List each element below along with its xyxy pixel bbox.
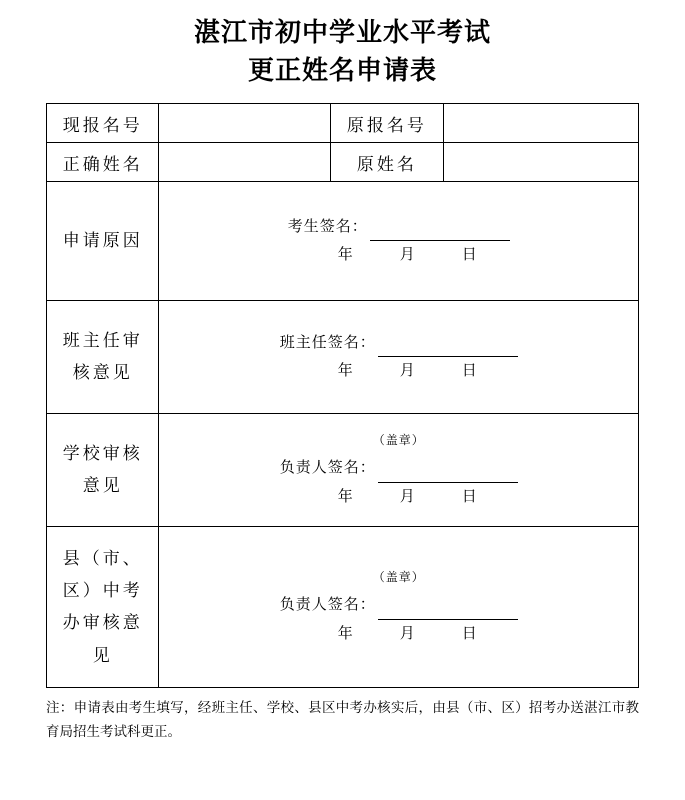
county-label-line-2: 区）中考 xyxy=(62,581,143,601)
school-content-cell[interactable] xyxy=(159,414,639,527)
county-sign-label: 负责人签名： xyxy=(279,597,376,614)
county-sign-row xyxy=(159,591,638,620)
page-title xyxy=(46,14,639,89)
teacher-label-line-1: 班主任审 xyxy=(62,331,143,351)
date-year-label: 年 xyxy=(337,363,354,380)
teacher-sign-label: 班主任签名： xyxy=(279,334,376,351)
school-sign-rule[interactable] xyxy=(378,467,518,483)
table-row-teacher xyxy=(47,301,639,414)
school-sign-row xyxy=(159,454,638,483)
county-signature-area xyxy=(159,566,638,648)
table-row-county xyxy=(47,527,639,688)
table-row-school xyxy=(47,414,639,527)
county-date-row xyxy=(159,620,638,649)
current-id-label: 现报名号 xyxy=(47,104,159,143)
date-year-label: 年 xyxy=(337,625,354,642)
table-row xyxy=(47,143,639,182)
student-sign-row xyxy=(159,213,638,242)
date-day-label: 日 xyxy=(461,363,478,380)
date-month-label: 月 xyxy=(399,247,416,264)
student-sign-rule[interactable] xyxy=(370,225,510,241)
footnote: 注：申请表由考生填写，经班主任、学校、县区中考办核实后，由县（市、区）招考办送湛江市教育局招生考试科更正。 xyxy=(46,700,639,739)
date-month-label: 月 xyxy=(399,625,416,642)
student-date-row xyxy=(159,241,638,270)
original-name-value[interactable] xyxy=(443,143,638,182)
title-line-2: 更正姓名申请表 xyxy=(247,55,437,85)
current-id-value[interactable] xyxy=(159,104,331,143)
teacher-content-cell[interactable] xyxy=(159,301,639,414)
county-label-line-3: 办审核意 xyxy=(62,613,143,633)
school-signature-area xyxy=(159,429,638,511)
reason-content-cell[interactable] xyxy=(159,182,639,301)
application-form-table xyxy=(46,103,639,688)
reason-label: 申请原因 xyxy=(47,182,159,301)
correct-name-value[interactable] xyxy=(159,143,331,182)
date-month-label: 月 xyxy=(399,363,416,380)
county-seal-note: （盖章） xyxy=(372,570,425,585)
student-signature-area xyxy=(159,213,638,270)
date-day-label: 日 xyxy=(461,247,478,264)
teacher-opinion-label xyxy=(47,301,159,414)
county-content-cell[interactable] xyxy=(159,527,639,688)
teacher-sign-row xyxy=(159,329,638,358)
county-label-line-1: 县（市、 xyxy=(62,548,143,568)
student-sign-label: 考生签名： xyxy=(287,218,368,235)
table-row xyxy=(47,104,639,143)
school-label-line-1: 学校审核 xyxy=(62,444,143,464)
original-id-value[interactable] xyxy=(443,104,638,143)
teacher-date-row xyxy=(159,357,638,386)
teacher-sign-rule[interactable] xyxy=(378,341,518,357)
date-year-label: 年 xyxy=(337,488,354,505)
teacher-signature-area xyxy=(159,329,638,386)
county-opinion-label xyxy=(47,527,159,688)
county-sign-rule[interactable] xyxy=(378,604,518,620)
county-label-line-4: 见 xyxy=(92,645,113,665)
date-day-label: 日 xyxy=(461,625,478,642)
school-sign-label: 负责人签名： xyxy=(279,460,376,477)
correct-name-label: 正确姓名 xyxy=(47,143,159,182)
table-row-reason xyxy=(47,182,639,301)
school-seal-note: （盖章） xyxy=(372,433,425,448)
title-line-1: 湛江市初中学业水平考试 xyxy=(193,18,491,47)
date-year-label: 年 xyxy=(337,247,354,264)
school-label-line-2: 意见 xyxy=(82,476,123,496)
original-name-label: 原姓名 xyxy=(331,143,443,182)
date-day-label: 日 xyxy=(461,488,478,505)
original-id-label: 原报名号 xyxy=(331,104,443,143)
school-date-row xyxy=(159,483,638,512)
school-opinion-label xyxy=(47,414,159,527)
date-month-label: 月 xyxy=(399,488,416,505)
teacher-label-line-2: 核意见 xyxy=(72,363,133,383)
